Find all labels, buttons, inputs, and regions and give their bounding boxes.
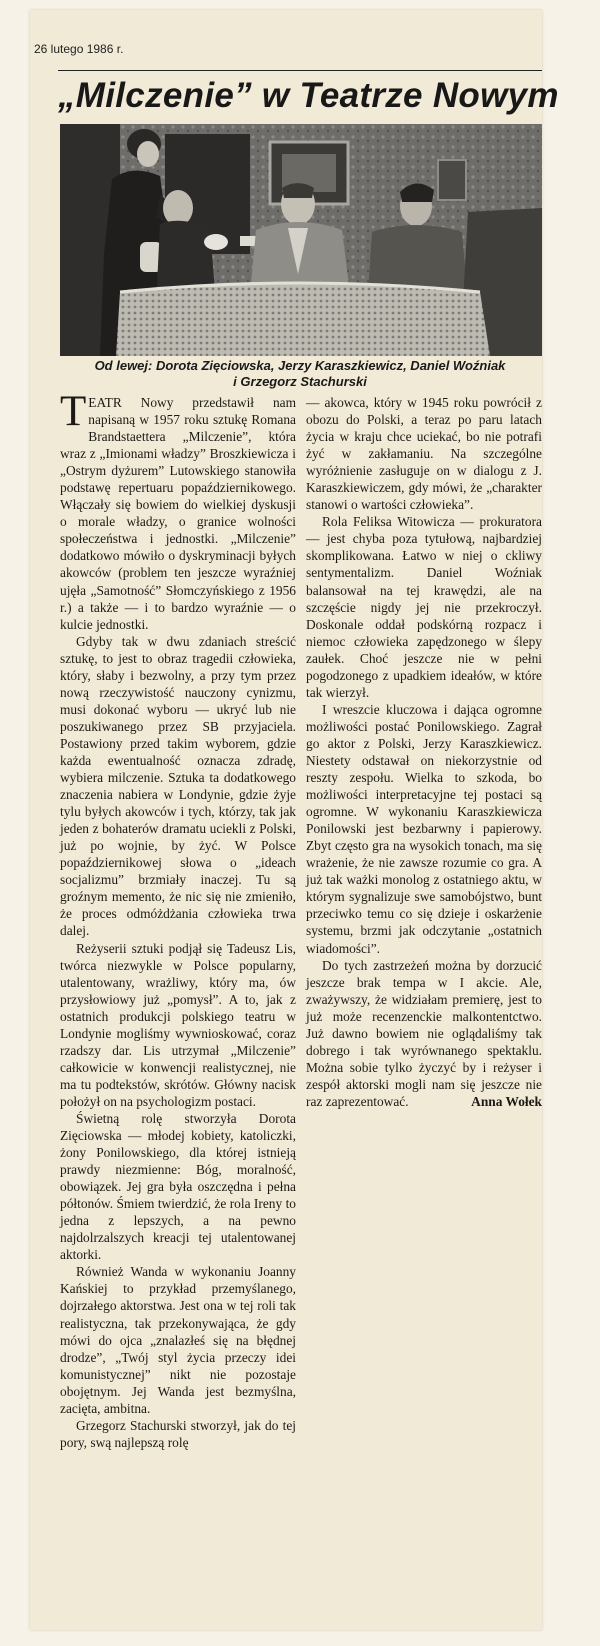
photo-caption: [58, 358, 542, 390]
paragraph: Rola Feliksa Witowicza — prokuratora — jest chyba poza tytułową, najbardziej skomplikowana. Łatwo w niej o ckliwy sentymentalizm. Daniel Woźniak balansował na tej krawędzi, ale na szczęście nigdy jej nie przekroczył. Doskonale oddał podskórną rozpacz i niemoc człowieka zapędzonego w ślepy zaułek. Choć jeszcze nie w pełni pogodzonego z upadkiem ideałów, w które tak wierzył.: [306, 514, 542, 700]
paragraph: [60, 388, 296, 633]
paragraph-text: EATR Nowy przedstawił nam napisaną w 1957 roku sztukę Romana Brandstaettera „Milczenie”, która wraz z „Imionami władzy” Broszkiewicza i „Ostrym dyżurem” Lutowskiego stanowiła podstawę repertuaru popaździernikowego. Włączały się bowiem do wielkiej dyskusji o morale władzy, o granice wolności społeczeństwa i jednostki. „Milczenie” dodatkowo mówiło o dyskryminacji byłych akowców (problem ten jeszcze wyraźniej ujęła „Samotność” Słomczyńskiego z 1956 r.) a także — i to bardzo wyraźnie — o kulcie jednostki.: [60, 395, 296, 632]
publication-date: 26 lutego 1986 r.: [34, 42, 124, 56]
header-rule: [58, 70, 542, 71]
paragraph: Gdyby tak w dwu zdaniach streścić sztukę, to jest to obraz tragedii człowieka, który, słaby i bezwolny, a przy tym przez nową rzeczywistość nauczony cynizmu, musi dokonać wyboru — ukryć lub nie poszukiwanego przez SB przyjaciela. Postawiony przed takim wyborem, gdzie każda ewentualność oznacza zdradę, wybiera milczenie. Sztuka ta dodatkowego znaczenia nabiera w Londynie, gdzie żyje tylu byłych akowców i tych, którzy, tak jak jeden z bohaterów dramatu uciekli z Polski, już po wojnie, by żyć. W Polsce popaździernikowej słowa o „ideach socjalizmu” brzmiały inaczej. Tu są groźnym memento, że nic się nie zmieniło, że proces odmóżdżania człowieka trwa dalej.: [60, 633, 296, 939]
paragraph: — akowca, który w 1945 roku powrócił z obozu do Polski, a teraz po paru latach życia w kraju chce uciekać, bo nie potrafi żyć w zakłamaniu. Na szczególne wyróżnienie zasługuje on w dialogu z J. Karaszkiewiczem, gdy mówi, że „charakter stanowi o wartości człowieka”.: [306, 395, 542, 513]
paragraph: Reżyserii sztuki podjął się Tadeusz Lis, twórca niezwykle w Polsce popularny, utalentowany, wrażliwy, który ma, ów przysłowiowy już „pomysł”. A to, jak z ostatnich produkcji polskiego teatru w Londynie mogliśmy wywnioskować, coraz rzadszy dar. Lis utrzymał „Milczenie” całkowicie w konwencji realistycznej, nie ma tu podtekstów, skrótów. Główny nacisk położył on na psychologizm postaci.: [60, 940, 296, 1109]
paragraph: Również Wanda w wykonaniu Joanny Kańskiej to przykład przemyślanego, dojrzałego aktorstwa. Jest ona w tej roli tak realistyczna, tak przekonywająca, że gdy mówi do ojca „znalazłeś się na błędnej drodze”, „Twój styl życia przeczy idei komunistycznej” nikt nie pozostaje obojętnym. Jej Wanda jest bezmyślna, zacięta, ambitna.: [60, 1264, 296, 1416]
author-byline: Anna Wołek: [471, 1093, 542, 1109]
paragraph: I wreszcie kluczowa i dająca ogromne możliwości postać Ponilowskiego. Zagrał go aktor z Polski, Jerzy Karaszkiewicz. Niestety odstawał on niekorzystnie od reszty zespołu. Wielka to szkoda, bo możliwości interpretacyjne tej postaci są ogromne. W wykonaniu Karaszkiewicza Ponilowski jest bezbarwny i papierowy. Zbyt często gra na wysokich tonach, ma się wrażenie, że nie zawsze rozumie co gra. A już tak ważki monolog z ostatniego aktu, w którym sygnalizuje swe samobójstwo, bunt przeciwko temu co się dzieje i oskarżenie systemu, brzmi jak odczytanie „ostatnich wiadomości”.: [306, 701, 542, 956]
caption-line-2: i Grzegorz Stachurski: [233, 374, 367, 389]
scene-photo: [60, 124, 542, 356]
paragraph: Do tych zastrzeżeń można by dorzucić jeszcze brak tempa w I akcie. Ale, zważywszy, że widziałam premierę, jest to już może recenzenckie malkontentctwo. Już dawno bowiem nie oglądaliśmy tak dobrego i tak wyrównanego spektaklu. Można sobie tylko życzyć by i reżyser i zespół aktorski mogli nam się jeszcze nie raz zaprezentować.: [306, 957, 542, 1109]
article-headline: „Milczenie” w Teatrze Nowym: [58, 76, 559, 115]
paragraph: Grzegorz Stachurski stworzył, jak do tej pory, swą najlepszą rolę: [60, 1417, 296, 1450]
drop-cap: T: [60, 388, 87, 435]
article-column-right: [306, 394, 542, 1110]
article-column-left: [60, 388, 296, 1451]
paragraph: Świetną rolę stworzyła Dorota Zięciowska — młodej kobiety, katoliczki, żony Ponilowskiego, dla której istnieją prawdy niezmienne: Bóg, moralność, obowiązek. Jej gra była oszczędna i pełna półtonów. Śmiem twierdzić, że rola Ireny to jedna z lepszych, a na pewno najdolrzalszych kreacji tej utalentowanej aktorki.: [60, 1110, 296, 1263]
caption-line-1: Od lewej: Dorota Zięciowska, Jerzy Karaszkiewicz, Daniel Woźniak: [94, 358, 506, 373]
